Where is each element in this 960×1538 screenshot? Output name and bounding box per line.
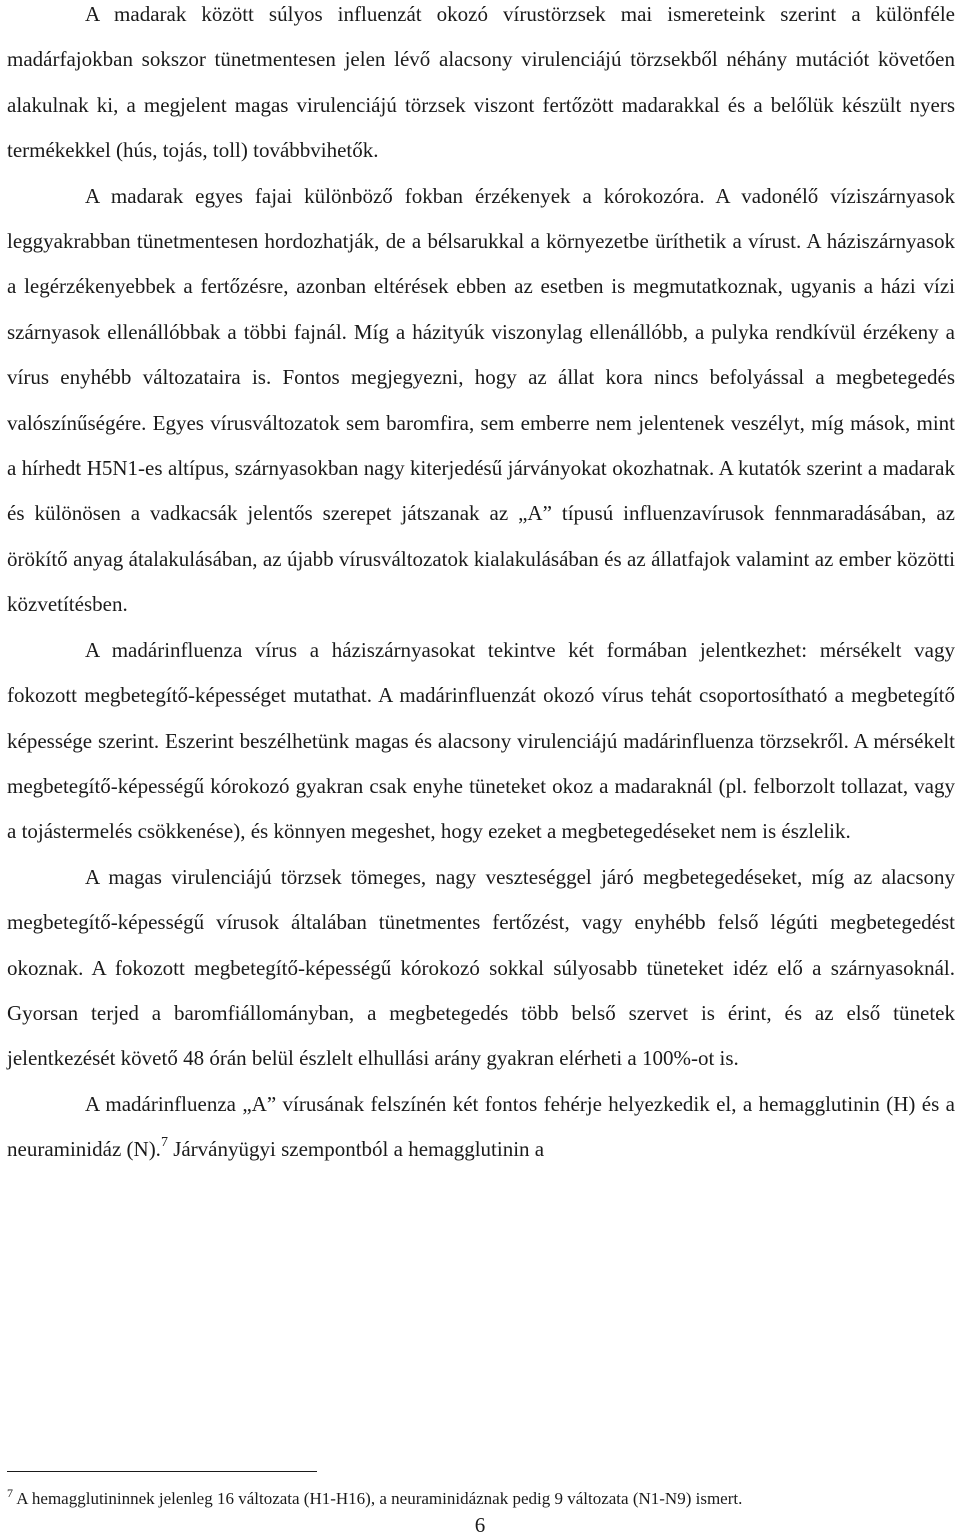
footnote-separator: [7, 1471, 317, 1472]
footnote: [7, 1487, 957, 1511]
paragraph-1: A madarak között súlyos influenzát okozó vírustörzsek mai ismereteink szerint a különféle madárfajokban sokszor tünetmentesen jelen lévő alacsony virulenciájú törzsekből néhány mutációt követően alakulnak ki, a megjelent magas virulenciájú törzsek viszont fertőzött madarakkal és a belőlük készült nyers termékekkel (hús, tojás, toll) továbbvihetők.: [7, 2, 955, 163]
body-text: [7, 0, 955, 1173]
footnote-reference: 7: [160, 1135, 168, 1151]
page-number: 6: [474, 1513, 486, 1537]
paragraph-2: A madarak egyes fajai különböző fokban érzékenyek a kórokozóra. A vadonélő víziszárnyasok leggyakrabban tünetmentesen hordozhatják, de a bélsarukkal a környezetbe üríthetik a vírust. A háziszárnyasok a legérzékenyebbek a fertőzésre, azonban eltérések ebben az esetben is megmutatkoznak, ugyanis a házi vízi szárnyasok ellenállóbbak a többi fajnál. Míg a házityúk viszonylag ellenállóbb, a pulyka rendkívül érzékeny a vírus enyhébb változataira is. Fontos megjegyezni, hogy az állat kora nincs befolyással a megbetegedés valószínűségére. Egyes vírusváltozatok sem baromfira, sem emberre nem jelentenek veszélyt, míg mások, mint a hírhedt H5N1-es altípus, szárnyasokban nagy kiterjedésű járványokat okozhatnak. A kutatók szerint a madarak és különösen a vadkacsák jelentős szerepet játszanak az „A” típusú influenzavírusok fennmaradásában, az örökítő anyag átalakulásában, az újabb vírusváltozatok kialakulásában és az állatfajok valamint az ember közötti közvetítésben.: [7, 183, 955, 617]
paragraph-5-continuation: Járványügyi szempontból a hemagglutinin a: [167, 1137, 545, 1162]
paragraph-5: [7, 1082, 955, 1173]
footnote-marker: 7: [7, 1486, 13, 1500]
paragraph-3: A madárinfluenza vírus a háziszárnyasokat tekintve két formában jelentkezhet: mérsékelt vagy fokozott megbetegítő-képességet mutathat. A madárinfluenzát okozó vírus tehát csoportosítható a megbetegítő képessége szerint. Eszerint beszélhetünk magas és alacsony virulenciájú madárinfluenza törzsekről. A mérsékelt megbetegítő-képességű kórokozó gyakran csak enyhe tüneteket okoz a madaraknál (pl. felborzolt tollazat, vagy a tojástermelés csökkenése), és könnyen megeshet, hogy ezeket a megbetegedéseket nem is észlelik.: [7, 637, 955, 844]
paragraph-5-text: A madárinfluenza „A” vírusának felszínén két fontos fehérje helyezkedik el, a hemagglutinin (H) és a neuraminidáz (N).: [7, 1091, 955, 1162]
footnote-text: A hemagglutininnek jelenleg 16 változata (H1-H16), a neuraminidáznak pedig 9 változata (N1-N9) ismert.: [13, 1489, 743, 1508]
paragraph-4: A magas virulenciájú törzsek tömeges, nagy veszteséggel járó megbetegedéseket, míg az alacsony megbetegítő-képességű vírusok általában tünetmentes fertőzést, vagy enyhébb felső légúti megbetegedést okoznak. A fokozott megbetegítő-képességű kórokozó sokkal súlyosabb tüneteket idéz elő a szárnyasoknál. Gyorsan terjed a baromfiállományban, a megbetegedés több belső szervet is érint, és az első tünetek jelentkezését követő 48 órán belül észlelt elhullási arány gyakran elérheti a 100%-ot is.: [7, 864, 955, 1071]
